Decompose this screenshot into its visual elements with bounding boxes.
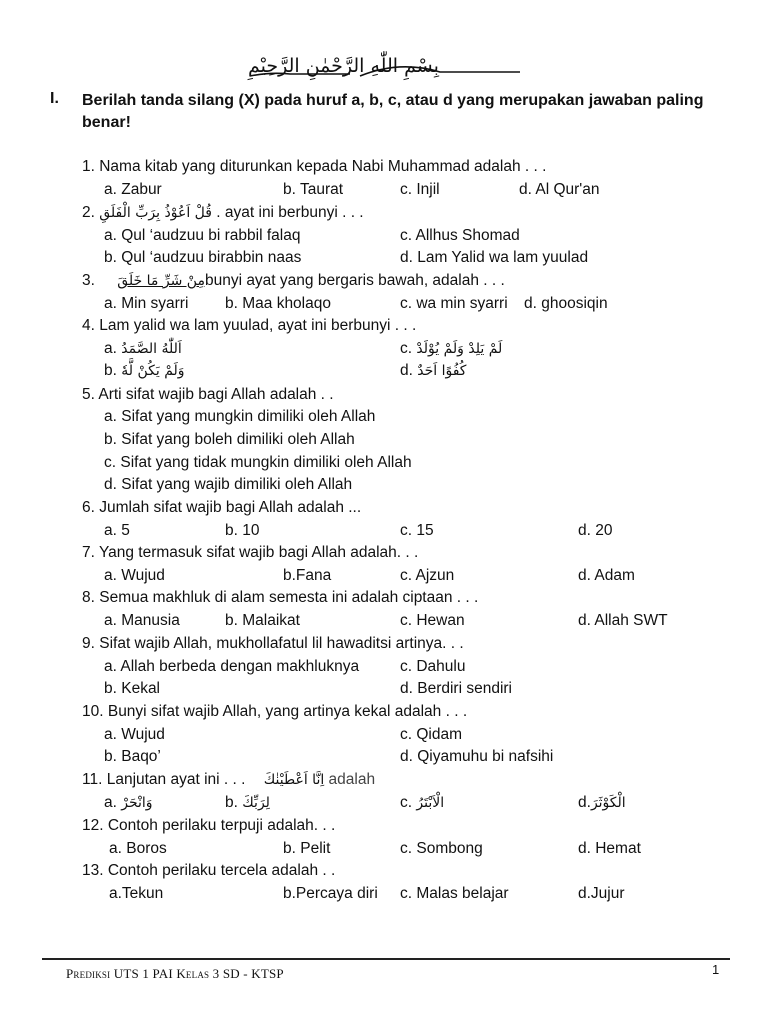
q3-option-b[interactable]: b. Maa kholaqo	[225, 295, 331, 312]
q10-option-c[interactable]: c. Qidam	[400, 726, 463, 743]
bismillah-flourish-icon	[240, 50, 530, 86]
q1-option-c[interactable]: c. Injil	[400, 181, 440, 198]
q11-option-d[interactable]	[578, 793, 626, 813]
page-number: 1	[712, 962, 720, 977]
q9-option-d[interactable]: d. Berdiri sendiri	[400, 680, 512, 697]
q5-option-d[interactable]: d. Sifat yang wajib dimiliki oleh Allah	[104, 476, 353, 493]
q9-option-b[interactable]: b. Kekal	[104, 680, 161, 697]
q5-option-c[interactable]: c. Sifat yang tidak mungkin dimiliki oleh Allah	[104, 454, 412, 471]
q8-option-b[interactable]: b. Malaikat	[225, 612, 300, 629]
q7-option-d[interactable]: d. Adam	[578, 567, 635, 584]
q3-arabic: مِنْ شَرِّ مَا خَلَقَ	[117, 273, 205, 289]
q4-option-a-arabic: اَللّٰهُ الصَّمَدُ	[121, 341, 182, 357]
q1-option-a[interactable]: a. Zabur	[104, 181, 162, 198]
q8-option-d[interactable]: d. Allah SWT	[578, 612, 668, 629]
question-13: 13. Contoh perilaku tercela adalah . .	[82, 862, 336, 879]
q11-option-a[interactable]	[104, 793, 153, 813]
q11-option-d-letter: d.	[578, 794, 591, 811]
q3-prefix: 3.	[82, 272, 95, 289]
q4-option-d-letter: d.	[400, 362, 413, 379]
q10-option-d[interactable]: d. Qiyamuhu bi nafsihi	[400, 748, 554, 765]
q11-option-a-letter: a.	[104, 794, 117, 811]
q10-option-a[interactable]: a. Wujud	[104, 726, 165, 743]
section-instruction: Berilah tanda silang (X) pada huruf a, b, c, atau d yang merupakan jawaban paling benar!	[82, 92, 704, 131]
q11-option-b-letter: b.	[225, 794, 238, 811]
q4-option-a-letter: a.	[104, 340, 117, 357]
q3-option-a[interactable]: a. Min syarri	[104, 295, 189, 312]
q3-option-d[interactable]: d. ghoosiqin	[524, 295, 608, 312]
q7-option-c[interactable]: c. Ajzun	[400, 567, 455, 584]
q5-option-b[interactable]: b. Sifat yang boleh dimiliki oleh Allah	[104, 431, 355, 448]
q7-option-a[interactable]: a. Wujud	[104, 567, 165, 584]
q4-option-b[interactable]	[104, 361, 185, 381]
q4-option-a[interactable]	[104, 339, 182, 359]
q12-option-d[interactable]: d. Hemat	[578, 840, 641, 857]
q9-option-a[interactable]: a. Allah berbeda dengan makhluknya	[104, 658, 360, 675]
q1-option-d[interactable]: d. Al Qur'an	[519, 181, 600, 198]
q13-option-a[interactable]: a.Tekun	[109, 885, 164, 902]
question-8: 8. Semua makhluk di alam semesta ini adalah ciptaan . . .	[82, 589, 479, 606]
q2-option-a[interactable]: a. Qul ‘audzuu bi rabbil falaq	[104, 227, 301, 244]
q11-option-b-arabic: لِرَبِّكَ	[242, 795, 270, 811]
q5-option-a[interactable]: a. Sifat yang mungkin dimiliki oleh Allah	[104, 408, 376, 425]
footer-divider	[42, 958, 730, 960]
q2-arabic: قُلْ اَعُوْذُ بِرَبِّ الْفَلَقِ	[99, 205, 212, 221]
q6-option-c[interactable]: c. 15	[400, 522, 434, 539]
q2-suffix: . ayat ini berbunyi . . .	[216, 204, 364, 221]
q8-option-a[interactable]: a. Manusia	[104, 612, 180, 629]
q13-option-c[interactable]: c. Malas belajar	[400, 885, 509, 902]
q11-option-c[interactable]	[400, 793, 444, 813]
q9-option-c[interactable]: c. Dahulu	[400, 658, 466, 675]
question-4: 4. Lam yalid wa lam yuulad, ayat ini berbunyi . . .	[82, 317, 417, 334]
q4-option-d[interactable]	[400, 361, 466, 381]
q6-option-d[interactable]: d. 20	[578, 522, 613, 539]
q1-option-b[interactable]: b. Taurat	[283, 181, 344, 198]
q13-option-b[interactable]: b.Percaya diri	[283, 885, 378, 902]
q2-option-b[interactable]: b. Qul ‘audzuu birabbin naas	[104, 249, 302, 266]
q3-suffix: bunyi ayat yang bergaris bawah, adalah . . .	[204, 272, 505, 289]
q6-option-b[interactable]: b. 10	[225, 522, 260, 539]
question-9: 9. Sifat wajib Allah, mukhollafatul lil hawaditsi artinya. . .	[82, 635, 464, 652]
q4-option-b-letter: b.	[104, 362, 117, 379]
question-12: 12. Contoh perilaku terpuji adalah. . .	[82, 817, 336, 834]
svg-text:بِسْمِ اللّٰهِ الرَّحْمٰنِ الر: بِسْمِ اللّٰهِ الرَّحْمٰنِ الرَّحِيْمِ	[248, 55, 439, 77]
question-10: 10. Bunyi sifat wajib Allah, yang artinya kekal adalah . . .	[82, 703, 468, 720]
q3-option-c[interactable]: c. wa min syarri	[400, 295, 508, 312]
q11-option-b[interactable]	[225, 793, 270, 813]
q4-option-d-arabic: كُفُوًا اَحَدٌ	[417, 363, 467, 379]
q10-option-b[interactable]: b. Baqo’	[104, 748, 161, 765]
question-3	[82, 271, 505, 291]
q12-option-a[interactable]: a. Boros	[109, 840, 167, 857]
question-11	[82, 770, 375, 790]
question-6: 6. Jumlah sifat wajib bagi Allah adalah ...	[82, 499, 362, 516]
q2-option-d[interactable]: d. Lam Yalid wa lam yuulad	[400, 249, 589, 266]
q11-prefix: 11. Lanjutan ayat ini . . .	[82, 771, 246, 788]
q11-suffix: adalah	[328, 771, 376, 788]
section-number: I.	[50, 90, 59, 107]
q2-prefix: 2.	[82, 204, 95, 221]
q11-option-c-letter: c.	[400, 794, 413, 811]
question-1: 1. Nama kitab yang diturunkan kepada Nabi Muhammad adalah . . .	[82, 158, 547, 175]
q12-option-b[interactable]: b. Pelit	[283, 840, 331, 857]
q11-option-d-arabic: الْكَوْثَرَ	[590, 795, 626, 811]
q11-option-c-arabic: الْاَبْتَرُ	[416, 795, 445, 811]
question-5: 5. Arti sifat wajib bagi Allah adalah . .	[82, 386, 334, 403]
q13-option-d[interactable]: d.Jujur	[578, 885, 625, 902]
question-7: 7. Yang termasuk sifat wajib bagi Allah adalah. . .	[82, 544, 419, 561]
q4-option-c[interactable]	[400, 339, 502, 359]
footer-text: Prediksi UTS 1 PAI Kelas 3 SD - KTSP	[66, 966, 284, 981]
q7-option-b[interactable]: b.Fana	[283, 567, 332, 584]
q12-option-c[interactable]: c. Sombong	[400, 840, 483, 857]
q4-option-c-letter: c.	[400, 340, 413, 357]
bismillah-calligraphy	[240, 50, 530, 86]
question-2	[82, 203, 364, 223]
q11-arabic: اِنَّا اَعْطَيْنٰكَ	[263, 772, 325, 788]
q4-option-c-arabic: لَمْ يَلِدْ وَلَمْ يُوْلَدْ	[416, 341, 503, 357]
q6-option-a[interactable]: a. 5	[104, 522, 130, 539]
q2-option-c[interactable]: c. Allhus Shomad	[400, 227, 520, 244]
q11-option-a-arabic: وَانْحَرْ	[121, 795, 153, 811]
q4-option-b-arabic: وَلَمْ يَكُنْ لَّهٗ	[121, 363, 185, 379]
q8-option-c[interactable]: c. Hewan	[400, 612, 465, 629]
